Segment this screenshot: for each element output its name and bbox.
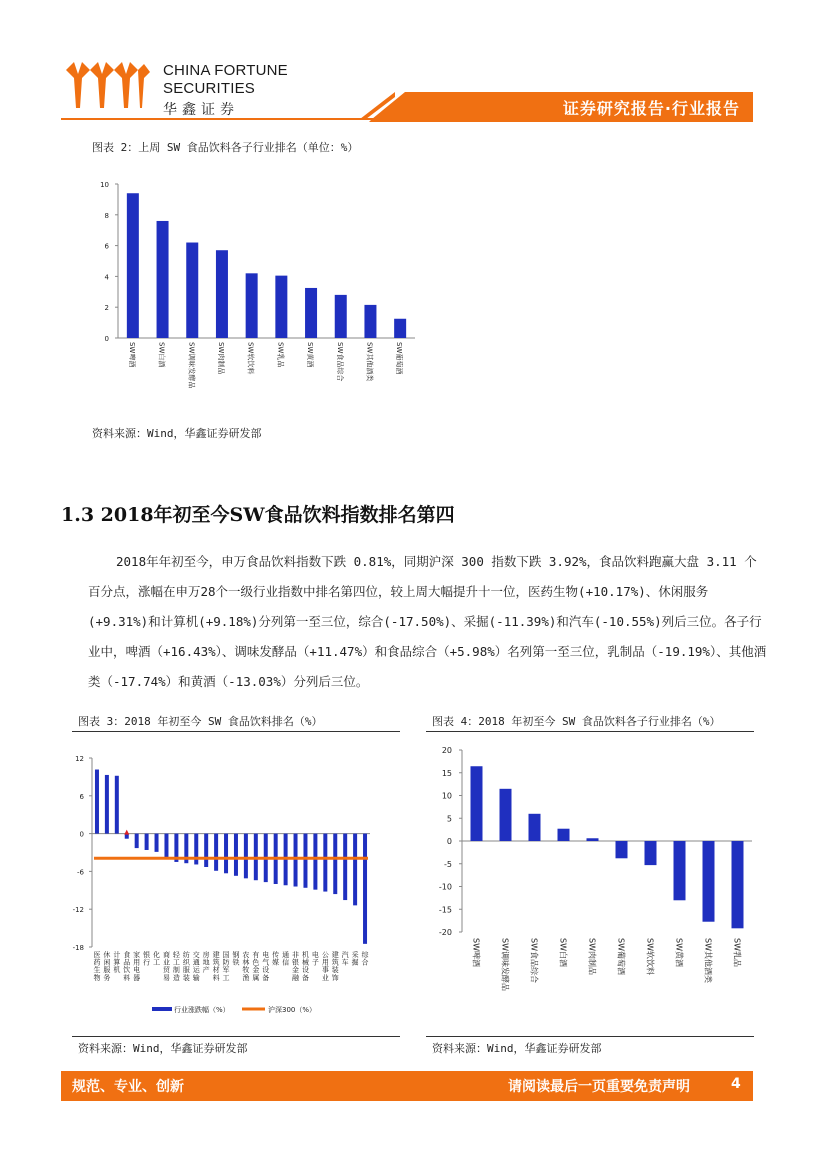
- y-tick-label: -6: [77, 868, 84, 877]
- bar: [186, 243, 198, 338]
- x-tick-label: SW调味发酵品: [500, 938, 510, 991]
- y-tick-label: 2: [104, 304, 109, 313]
- bar: [335, 295, 347, 338]
- bar: [732, 841, 744, 928]
- bar: [164, 834, 168, 859]
- x-tick-label: SW肉制品: [587, 938, 597, 975]
- x-tick-label: 机械设备: [301, 951, 309, 982]
- x-tick-label: SW啤酒: [471, 938, 481, 967]
- x-tick-label: 建筑材料: [212, 951, 220, 982]
- bar: [214, 834, 218, 871]
- body-paragraph: 2018年年初至今，申万食品饮料指数下跌 0.81%，同期沪深 300 指数下跌 3.92%，食品饮料跑赢大盘 3.11 个百分点，涨幅在申万28个一级行业指数中排名第四位，较上周大幅提升十一位，医药生物(+10.17%)、休闲服务(+9.31%)和计算机(+9.18%)分列第一至三位，综合(-17.50%)、采掘(-11.39%)和汽车(-10.55%)列后三位。各子行业中，啤酒（+16.43%）、调味发酵品（+11.47%）和食品综合（+5.98%）名列第一至三位，乳制品（-19.19%）、其他酒类（-17.74%）和黄酒（-13.03%）分列后三位。: [88, 554, 767, 689]
- y-tick-label: 20: [441, 746, 452, 755]
- x-tick-label: SW乳品: [276, 342, 285, 368]
- bar: [500, 789, 512, 841]
- x-tick-label: 综合: [361, 951, 369, 967]
- y-tick-label: -12: [72, 906, 84, 915]
- x-tick-label: SW食品综合: [529, 938, 539, 983]
- divider: [72, 1036, 400, 1037]
- y-tick-label: 6: [79, 792, 84, 801]
- x-tick-label: 汽车: [341, 951, 349, 967]
- bar: [244, 834, 248, 879]
- x-tick-label: 家用电器: [133, 951, 141, 982]
- figure-2-caption: 图表 2：上周 SW 食品饮料各子行业排名（单位：%）: [92, 141, 359, 154]
- x-tick-label: 有色金属: [252, 951, 260, 982]
- brand-name-en: CHINA FORTUNE SECURITIES: [163, 62, 288, 97]
- bar: [558, 829, 570, 841]
- bar: [234, 834, 238, 876]
- bar: [194, 834, 198, 865]
- bar: [363, 834, 367, 944]
- x-tick-label: SW软饮料: [246, 342, 255, 375]
- x-tick-label: SW其他酒类: [703, 938, 713, 983]
- x-tick-label: SW白酒: [558, 938, 568, 967]
- x-tick-label: 公用事业: [321, 951, 329, 982]
- x-tick-label: 休闲服务: [103, 951, 111, 982]
- y-tick-label: -18: [72, 944, 84, 952]
- bar: [616, 841, 628, 858]
- bar: [155, 834, 159, 852]
- highlight-marker: [124, 830, 129, 835]
- bar: [157, 221, 169, 338]
- brand-name-cn: 华鑫证券: [163, 102, 239, 118]
- x-tick-label: 纺织服装: [182, 951, 190, 982]
- legend-label: 行业涨跌幅（%）: [174, 1006, 230, 1014]
- x-tick-label: SW啤酒: [127, 342, 136, 368]
- x-tick-label: SW白酒: [157, 342, 166, 368]
- divider: [426, 1036, 754, 1037]
- x-tick-label: 传媒: [272, 951, 280, 967]
- bar: [343, 834, 347, 900]
- bar: [674, 841, 686, 900]
- divider: [426, 731, 754, 732]
- page-number: 4: [731, 1076, 741, 1092]
- x-tick-label: 化工: [153, 951, 161, 967]
- x-tick-label: 医药生物: [93, 951, 101, 982]
- bar: [145, 834, 149, 850]
- x-tick-label: 国防军工: [222, 951, 230, 982]
- legend-swatch: [152, 1007, 172, 1011]
- bar: [204, 834, 208, 867]
- x-tick-label: SW葡萄酒: [395, 342, 404, 375]
- figure-2-source: 资料来源：Wind，华鑫证券研发部: [92, 427, 262, 440]
- bar: [294, 834, 298, 887]
- y-tick-label: 4: [104, 273, 109, 282]
- divider: [72, 731, 400, 732]
- bar: [394, 319, 406, 338]
- x-tick-label: 通信: [282, 951, 290, 967]
- figure-4-caption: 图表 4：2018 年初至今 SW 食品饮料各子行业排名（%）: [432, 715, 721, 728]
- figure-2-chart: [80, 170, 440, 400]
- x-tick-label: 钢铁: [232, 951, 240, 967]
- x-tick-label: SW肉制品: [216, 342, 225, 375]
- x-tick-label: 电气设备: [262, 951, 270, 982]
- legend-label: 沪深300（%）: [268, 1006, 317, 1014]
- figure-4-source: 资料来源：Wind，华鑫证券研发部: [432, 1042, 602, 1055]
- x-tick-label: SW软饮料: [645, 938, 655, 975]
- bar: [305, 288, 317, 338]
- x-tick-label: 交通运输: [192, 951, 200, 982]
- y-tick-label: -15: [438, 905, 452, 915]
- x-tick-label: 采掘: [351, 951, 359, 967]
- footer-disclaimer-link[interactable]: 请阅读最后一页重要免责声明: [508, 1079, 690, 1095]
- x-tick-label: 建筑装饰: [331, 951, 339, 982]
- section-heading: 1.3 2018年初至今SW食品饮料指数排名第四: [61, 504, 455, 526]
- x-tick-label: SW黄酒: [306, 342, 315, 368]
- bar: [115, 776, 119, 834]
- y-tick-label: -10: [438, 882, 452, 892]
- bar: [127, 193, 139, 338]
- bar: [303, 834, 307, 888]
- footer-slogan: 规范、专业、创新: [72, 1079, 184, 1095]
- x-tick-label: 食品饮料: [123, 951, 131, 982]
- figure-3-source: 资料来源：Wind，华鑫证券研发部: [78, 1042, 248, 1055]
- x-tick-label: 银行: [143, 951, 151, 967]
- y-tick-label: 8: [104, 211, 109, 220]
- figure-4-chart: [422, 740, 762, 1025]
- x-tick-label: 商业贸易: [162, 951, 170, 982]
- x-tick-label: 轻工制造: [172, 951, 180, 982]
- bar: [313, 834, 317, 890]
- bar: [353, 834, 357, 906]
- x-tick-label: SW调味发酵品: [187, 342, 196, 389]
- y-tick-label: 5: [446, 814, 452, 824]
- report-type-title: 证券研究报告·行业报告: [562, 99, 740, 118]
- bar: [323, 834, 327, 892]
- x-tick-label: 非银金融: [292, 951, 300, 982]
- bar: [587, 838, 599, 841]
- bar: [275, 276, 287, 338]
- y-tick-label: 10: [100, 181, 109, 189]
- bar: [216, 250, 228, 338]
- bar: [105, 775, 109, 834]
- x-tick-label: 电子: [311, 951, 319, 967]
- figure-3-chart: [60, 740, 385, 1025]
- x-tick-label: SW乳品: [732, 938, 742, 967]
- y-tick-label: 10: [441, 791, 452, 801]
- y-tick-label: 6: [104, 242, 109, 251]
- y-tick-label: 12: [75, 755, 84, 763]
- bar: [246, 273, 258, 338]
- x-tick-label: SW食品综合: [335, 342, 344, 382]
- x-tick-label: 农林牧渔: [242, 951, 250, 982]
- bar: [224, 834, 228, 874]
- y-tick-label: 0: [79, 830, 84, 839]
- bar: [703, 841, 715, 922]
- bar: [364, 305, 376, 338]
- figure-3-caption: 图表 3：2018 年初至今 SW 食品饮料排名（%）: [78, 715, 323, 728]
- bar: [333, 834, 337, 894]
- y-tick-label: 0: [446, 837, 452, 846]
- bar: [135, 834, 139, 848]
- x-tick-label: SW葡萄酒: [616, 938, 626, 975]
- x-tick-label: SW其他酒类: [365, 342, 374, 382]
- bar: [471, 766, 483, 841]
- y-tick-label: 0: [104, 335, 109, 343]
- bar: [645, 841, 657, 865]
- x-tick-label: 房地产: [202, 951, 210, 975]
- y-tick-label: 15: [441, 768, 452, 778]
- y-tick-label: -5: [444, 859, 452, 869]
- y-tick-label: -20: [438, 928, 452, 937]
- x-tick-label: SW黄酒: [674, 938, 684, 967]
- x-tick-label: 计算机: [113, 951, 121, 975]
- bar: [95, 770, 99, 834]
- bar: [529, 814, 541, 841]
